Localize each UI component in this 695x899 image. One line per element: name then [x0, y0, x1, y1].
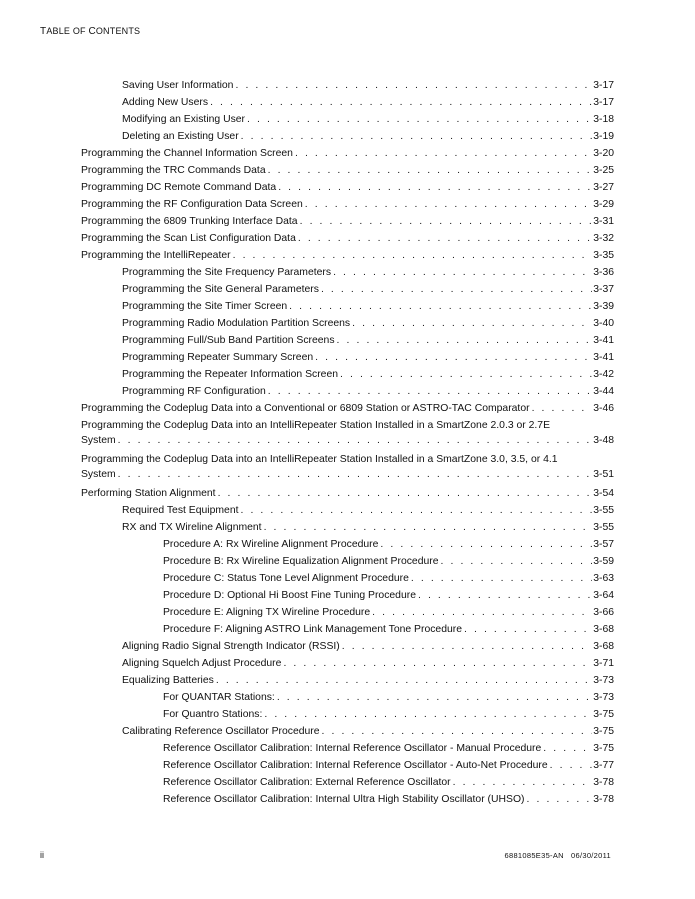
toc-entry-title: Performing Station Alignment	[81, 485, 218, 502]
toc-entry-title: Programming Full/Sub Band Partition Screens	[122, 332, 337, 349]
toc-entry[interactable]	[163, 621, 695, 638]
dot-leader	[283, 655, 592, 672]
dot-leader	[441, 553, 593, 570]
header-small-2: ONTENTS	[95, 26, 141, 36]
toc-entry[interactable]	[81, 179, 695, 196]
toc-entry-title: Aligning Radio Signal Strength Indicator (RSSI)	[122, 638, 342, 655]
toc-entry[interactable]	[122, 638, 695, 655]
toc-entry[interactable]	[122, 128, 695, 145]
dot-leader	[527, 791, 593, 808]
toc-entry-title: Equalizing Batteries	[122, 672, 216, 689]
toc-entry-title: Programming Repeater Summary Screen	[122, 349, 315, 366]
toc-entry-title: Procedure B: Rx Wireline Equalization Alignment Procedure	[163, 553, 441, 570]
toc-entry-page: 3-66	[592, 604, 614, 621]
dot-leader	[418, 587, 592, 604]
toc-entry-title: System	[81, 466, 118, 483]
dot-leader	[305, 196, 592, 213]
toc-entry-page: 3-55	[592, 502, 614, 519]
dot-leader	[268, 383, 592, 400]
toc-entry-page: 3-73	[592, 689, 614, 706]
toc-entry-page: 3-40	[592, 315, 614, 332]
footer-doc-id: 6881085E35-AN	[504, 851, 564, 860]
toc-entry-title: Procedure F: Aligning ASTRO Link Management Tone Procedure	[163, 621, 464, 638]
toc-entry-page: 3-35	[592, 247, 614, 264]
toc-entry-title: Programming the Site General Parameters	[122, 281, 321, 298]
toc-entry-page: 3-25	[592, 162, 614, 179]
toc-entry-page: 3-55	[592, 519, 614, 536]
toc-entry[interactable]	[163, 570, 695, 587]
toc-entry-title-line1: Programming the Codeplug Data into an IntelliRepeater Station Installed in a SmartZone 3.0, 3.5, or 4.1	[81, 454, 558, 465]
dot-leader	[322, 723, 593, 740]
dot-leader	[372, 604, 592, 621]
toc-entry[interactable]	[122, 77, 695, 94]
toc-entry-title: Procedure C: Status Tone Level Alignment Procedure	[163, 570, 411, 587]
toc-entry-page: 3-68	[592, 621, 614, 638]
toc-entry-title: Programming the Codeplug Data into a Conventional or 6809 Station or ASTRO-TAC Comparator	[81, 400, 532, 417]
toc-entry-title: Programming the Channel Information Screen	[81, 145, 295, 162]
toc-entry-page: 3-36	[592, 264, 614, 281]
toc-entry-page: 3-75	[592, 740, 614, 757]
dot-leader	[321, 281, 592, 298]
toc-entry-page: 3-17	[592, 77, 614, 94]
dot-leader	[277, 689, 592, 706]
dot-leader	[550, 757, 593, 774]
toc-entry-title: Procedure E: Aligning TX Wireline Procedure	[163, 604, 372, 621]
dot-leader	[295, 145, 592, 162]
toc-entry[interactable]	[163, 791, 695, 808]
dot-leader	[247, 111, 592, 128]
toc-entry-page: 3-20	[592, 145, 614, 162]
toc-entry[interactable]	[81, 162, 695, 179]
dot-leader	[289, 298, 592, 315]
header-cap-2: C	[88, 26, 96, 37]
dot-leader	[264, 706, 592, 723]
toc-entry[interactable]	[163, 689, 695, 706]
header-cap-1: T	[40, 26, 47, 37]
toc-entry-page: 3-37	[592, 281, 614, 298]
toc-entry-title: Deleting an Existing User	[122, 128, 241, 145]
toc-entry[interactable]	[122, 519, 695, 536]
toc-entry[interactable]	[163, 740, 695, 757]
toc-entry-title: Adding New Users	[122, 94, 210, 111]
toc-entry-page: 3-41	[592, 349, 614, 366]
toc-entry-page: 3-63	[592, 570, 614, 587]
dot-leader	[218, 485, 593, 502]
footer-doc-info	[505, 851, 612, 860]
header-small-1: ABLE OF	[46, 26, 89, 36]
toc-entry[interactable]	[122, 349, 695, 366]
toc-entry[interactable]	[81, 213, 695, 230]
toc-entry-title: Programming the Repeater Information Screen	[122, 366, 340, 383]
toc-entry-page: 3-54	[592, 485, 614, 502]
toc-entry[interactable]	[122, 502, 695, 519]
dot-leader	[235, 77, 592, 94]
toc-entry-title: Required Test Equipment	[122, 502, 240, 519]
toc-entry-title: Programming the Site Timer Screen	[122, 298, 289, 315]
toc-entry-page: 3-48	[592, 432, 614, 449]
toc-entry[interactable]	[81, 247, 695, 264]
toc-entry-page: 3-78	[592, 791, 614, 808]
toc-entry-title: Programming the Site Frequency Parameters	[122, 264, 333, 281]
dot-leader	[268, 162, 593, 179]
dot-leader	[216, 672, 592, 689]
toc-entry[interactable]	[81, 145, 695, 162]
running-header	[40, 26, 140, 37]
toc-entry-page: 3-59	[592, 553, 614, 570]
dot-leader	[241, 128, 593, 145]
toc-entry[interactable]	[163, 706, 695, 723]
toc-entry-title: Reference Oscillator Calibration: External Reference Oscillator	[163, 774, 453, 791]
toc-entry-title: RX and TX Wireline Alignment	[122, 519, 264, 536]
footer-date: 06/30/2011	[571, 851, 611, 860]
toc-entry[interactable]	[122, 298, 695, 315]
toc-entry-page: 3-78	[592, 774, 614, 791]
toc-entry-title: Programming the Scan List Configuration Data	[81, 230, 298, 247]
toc-entry-title: System	[81, 432, 118, 449]
toc-entry[interactable]	[122, 94, 695, 111]
toc-entry-title: Programming the TRC Commands Data	[81, 162, 268, 179]
toc-entry-title: Programming Radio Modulation Partition Screens	[122, 315, 352, 332]
toc-entry-title: Reference Oscillator Calibration: Internal Reference Oscillator - Auto-Net Procedure	[163, 757, 550, 774]
toc-entry[interactable]	[122, 315, 695, 332]
dot-leader	[298, 230, 592, 247]
dot-leader	[333, 264, 592, 281]
toc-entry[interactable]	[163, 553, 695, 570]
toc-entry[interactable]	[163, 604, 695, 621]
toc-entry[interactable]	[122, 655, 695, 672]
toc-entry-title: Reference Oscillator Calibration: Internal Reference Oscillator - Manual Procedure	[163, 740, 543, 757]
toc-entry-title: Programming RF Configuration	[122, 383, 268, 400]
toc-entry-page: 3-71	[592, 655, 614, 672]
toc-entry-page: 3-39	[592, 298, 614, 315]
toc-entry[interactable]	[163, 536, 695, 553]
dot-leader	[118, 466, 593, 483]
dot-leader	[315, 349, 592, 366]
toc-entry-page: 3-42	[592, 366, 614, 383]
toc-entry-title: Programming DC Remote Command Data	[81, 179, 278, 196]
dot-leader	[342, 638, 592, 655]
toc-entry-page: 3-51	[592, 466, 614, 483]
toc-entry[interactable]	[122, 281, 695, 298]
toc-entry-title: Procedure A: Rx Wireline Alignment Procedure	[163, 536, 380, 553]
dot-leader	[210, 94, 592, 111]
dot-leader	[543, 740, 592, 757]
toc-entry-page: 3-27	[592, 179, 614, 196]
toc-entry[interactable]	[81, 417, 695, 451]
toc-entry-page: 3-57	[592, 536, 614, 553]
dot-leader	[233, 247, 593, 264]
toc-entry-title: Calibrating Reference Oscillator Procedure	[122, 723, 322, 740]
dot-leader	[453, 774, 593, 791]
toc-entry-title: Aligning Squelch Adjust Procedure	[122, 655, 283, 672]
toc-entry-page: 3-17	[592, 94, 614, 111]
toc-entry-page: 3-46	[592, 400, 614, 417]
toc-entry[interactable]	[122, 383, 695, 400]
toc-entry-page: 3-18	[592, 111, 614, 128]
toc-entry[interactable]	[163, 774, 695, 791]
toc-entry-page: 3-19	[592, 128, 614, 145]
dot-leader	[352, 315, 592, 332]
toc-entry-title: Procedure D: Optional Hi Boost Fine Tuning Procedure	[163, 587, 418, 604]
dot-leader	[278, 179, 592, 196]
toc-entry-page: 3-75	[592, 723, 614, 740]
toc-entry-title-line1: Programming the Codeplug Data into an IntelliRepeater Station Installed in a SmartZone 2.0.3 or 2.7E	[81, 420, 551, 431]
dot-leader	[411, 570, 592, 587]
toc-entry-page: 3-32	[592, 230, 614, 247]
toc-entry-page: 3-73	[592, 672, 614, 689]
toc-entry-page: 3-44	[592, 383, 614, 400]
toc-entry-title: Saving User Information	[122, 77, 235, 94]
toc-entry[interactable]	[81, 400, 695, 417]
toc-entry[interactable]	[163, 587, 695, 604]
dot-leader	[340, 366, 592, 383]
toc-entry[interactable]	[81, 485, 695, 502]
dot-leader	[464, 621, 592, 638]
footer-page-number: ii	[40, 850, 44, 860]
table-of-contents	[0, 77, 695, 808]
toc-entry[interactable]	[122, 332, 695, 349]
toc-entry-page: 3-31	[592, 213, 614, 230]
toc-entry-title: Programming the 6809 Trunking Interface Data	[81, 213, 300, 230]
toc-entry[interactable]	[122, 672, 695, 689]
dot-leader	[337, 332, 593, 349]
dot-leader	[380, 536, 592, 553]
dot-leader	[264, 519, 593, 536]
toc-entry[interactable]	[81, 230, 695, 247]
toc-entry[interactable]	[163, 757, 695, 774]
toc-entry-title: Modifying an Existing User	[122, 111, 247, 128]
toc-entry-page: 3-41	[592, 332, 614, 349]
toc-entry[interactable]	[81, 196, 695, 213]
toc-entry-title: Programming the IntelliRepeater	[81, 247, 233, 264]
dot-leader	[240, 502, 592, 519]
toc-entry-title: For QUANTAR Stations:	[163, 689, 277, 706]
dot-leader	[118, 432, 593, 449]
dot-leader	[300, 213, 593, 230]
toc-entry-title: Reference Oscillator Calibration: Internal Ultra High Stability Oscillator (UHSO)	[163, 791, 527, 808]
toc-entry-page: 3-77	[592, 757, 614, 774]
toc-entry[interactable]	[81, 451, 695, 485]
toc-entry-page: 3-68	[592, 638, 614, 655]
toc-entry[interactable]	[122, 723, 695, 740]
toc-entry-page: 3-64	[592, 587, 614, 604]
toc-entry[interactable]	[122, 264, 695, 281]
toc-entry-page: 3-29	[592, 196, 614, 213]
toc-entry-title: Programming the RF Configuration Data Screen	[81, 196, 305, 213]
toc-entry[interactable]	[122, 366, 695, 383]
toc-entry[interactable]	[122, 111, 695, 128]
dot-leader	[532, 400, 593, 417]
toc-entry-page: 3-75	[592, 706, 614, 723]
toc-entry-title: For Quantro Stations:	[163, 706, 264, 723]
